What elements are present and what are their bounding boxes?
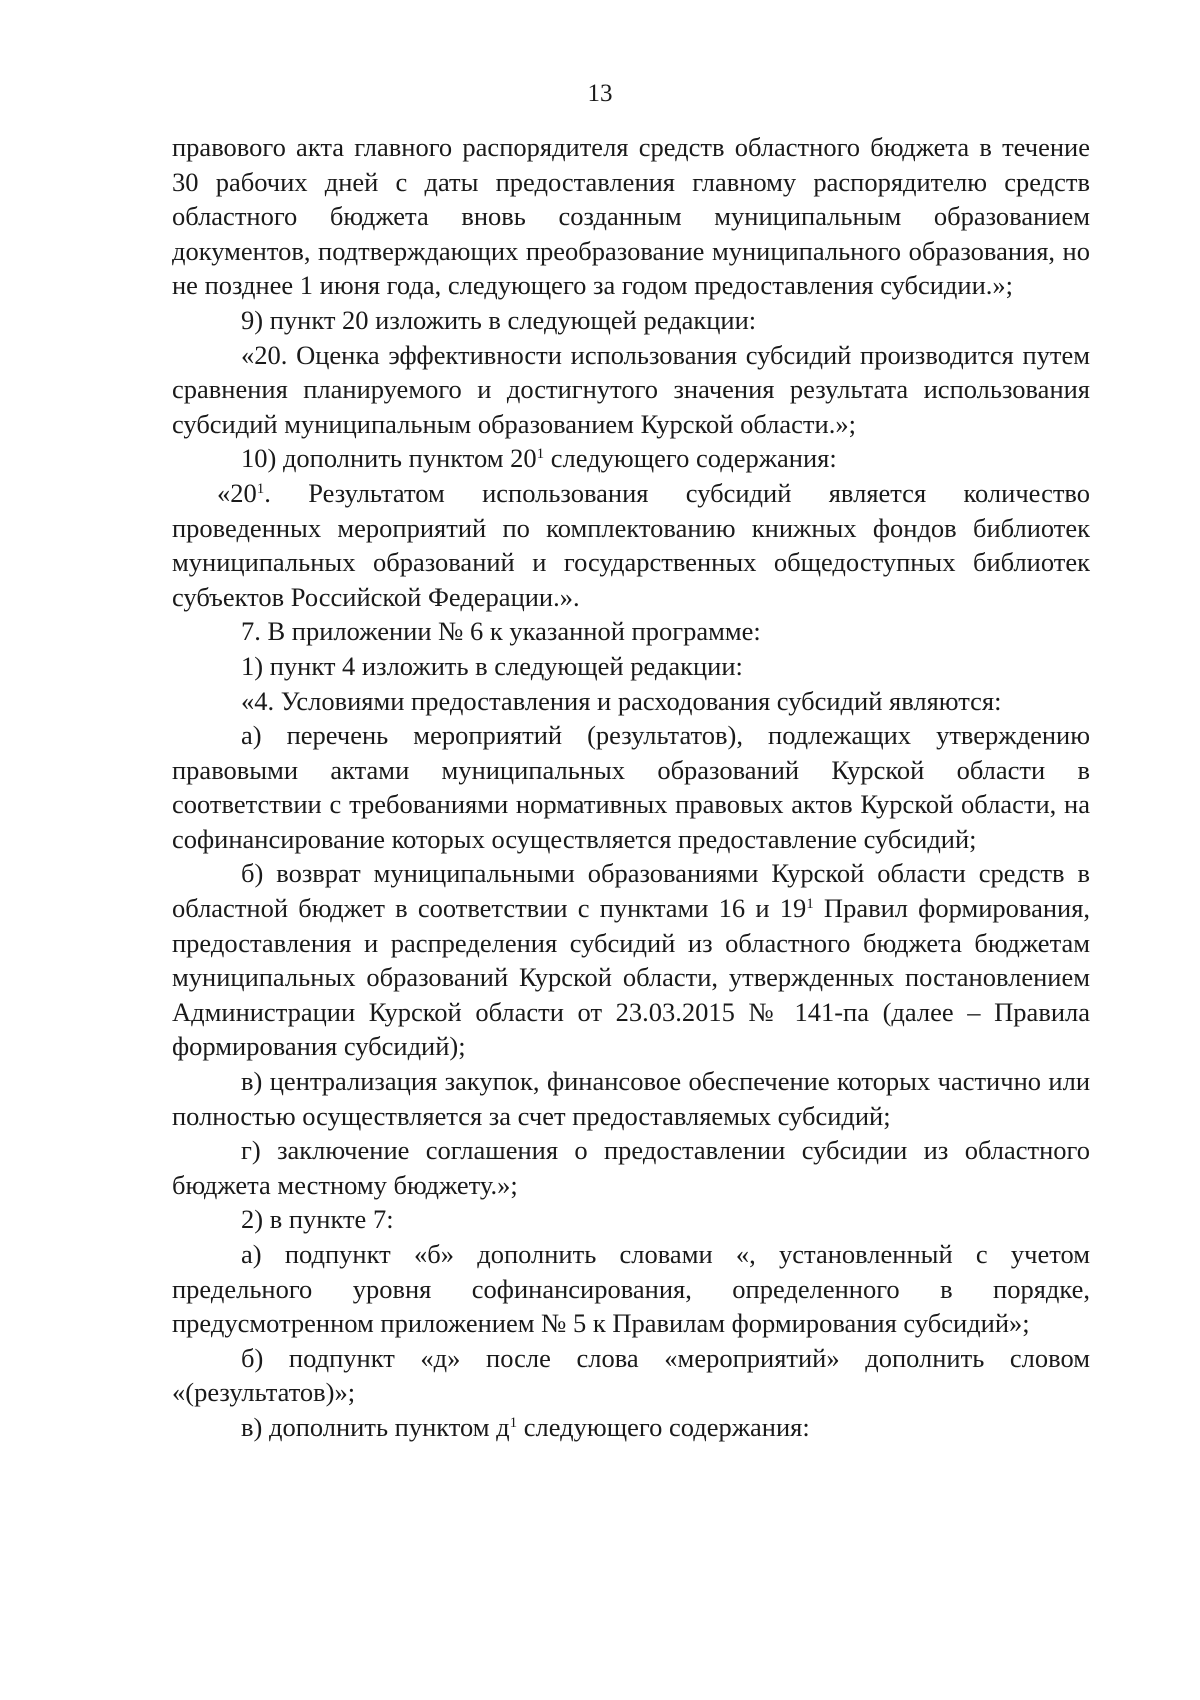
paragraph-section-7: 7. В приложении № 6 к указанной программе: [241,616,761,647]
page-number: 13 [587,80,613,107]
paragraph-point-20: «20. Оценка эффективности использования субсидий производится путем сравнения планируемого и достигнутого значения результата использования субсидий муниципальным образованием Курской области.»; [172,339,1090,439]
text-run: . Результатом использования субсидий является количество проведенных мероприятий по комплектованию книжных фондов библиотек муниципальных образований и государственных общедоступных библиотек субъектов Российской Федерации.». [172,477,1090,612]
superscript: 1 [806,896,814,913]
text-run: Правил формирования, предоставления и распределения субсидий из областного бюджета бюджетам муниципальных образований Курской области, утвержденных постановлением Администрации Курской области от 23.03.2015 № 141-па (далее – Правила формирования субсидий); [172,893,1091,1062]
paragraph-subitem-g: г) заключение соглашения о предоставлении субсидии из областного бюджета местному бюджету.»; [172,1135,1090,1200]
superscript: 1 [256,480,265,497]
paragraph-subitem-a-2: а) подпункт «б» дополнить словами «, установленный с учетом предельного уровня софинансирования, определенного в порядке, предусмотренном приложением № 5 к Правилам формирования субсидий»; [172,1239,1090,1339]
text-run: 10) дополнить пунктом 20 [241,443,537,474]
paragraph-item-1: 1) пункт 4 изложить в следующей редакции: [241,650,743,681]
text-run: следующего содержания: [517,1411,810,1442]
superscript: 1 [536,446,545,463]
paragraph-continuation: правового акта главного распорядителя средств областного бюджета в течение 30 рабочих дней с даты предоставления главному распорядителю средств областного бюджета вновь созданным муниципальным образованием документов, подтверждающих преобразование муниципального образования, но не позднее 1 июня года, следующего за годом предоставления субсидии.»; [172,132,1090,301]
text-run: «20 [217,477,257,508]
paragraph-item-9: 9) пункт 20 изложить в следующей редакции: [241,304,757,335]
text-run: в) дополнить пунктом д [241,1411,510,1442]
paragraph-item-10 [172,441,1090,476]
paragraph-item-2: 2) в пункте 7: [241,1204,394,1235]
paragraph-subitem-v-2 [172,1410,1090,1445]
paragraph-subitem-b [172,856,1090,1064]
paragraph-subitem-a: а) перечень мероприятий (результатов), подлежащих утверждению правовыми актами муниципальных образований Курской области в соответствии с требованиями нормативных правовых актов Курской области, на софинансирование которых осуществляется предоставление субсидий; [172,720,1090,854]
text-run: следующего содержания: [544,443,837,474]
paragraph-subitem-b-2: б) подпункт «д» после слова «мероприятий» дополнить словом «(результатов)»; [172,1342,1090,1408]
paragraph-point-20-1 [172,476,1090,614]
text-run: б) возврат муниципальными образованиями Курской области средств в областной бюджет в соответствии с пунктами 16 и 19 [172,858,1090,924]
superscript: 1 [509,1414,518,1431]
document-body [172,130,1090,1445]
paragraph-subitem-v: в) централизация закупок, финансовое обеспечение которых частично или полностью осуществляется за счет предоставляемых субсидий; [172,1066,1090,1131]
paragraph-point-4: «4. Условиями предоставления и расходования субсидий являются: [241,685,1002,716]
